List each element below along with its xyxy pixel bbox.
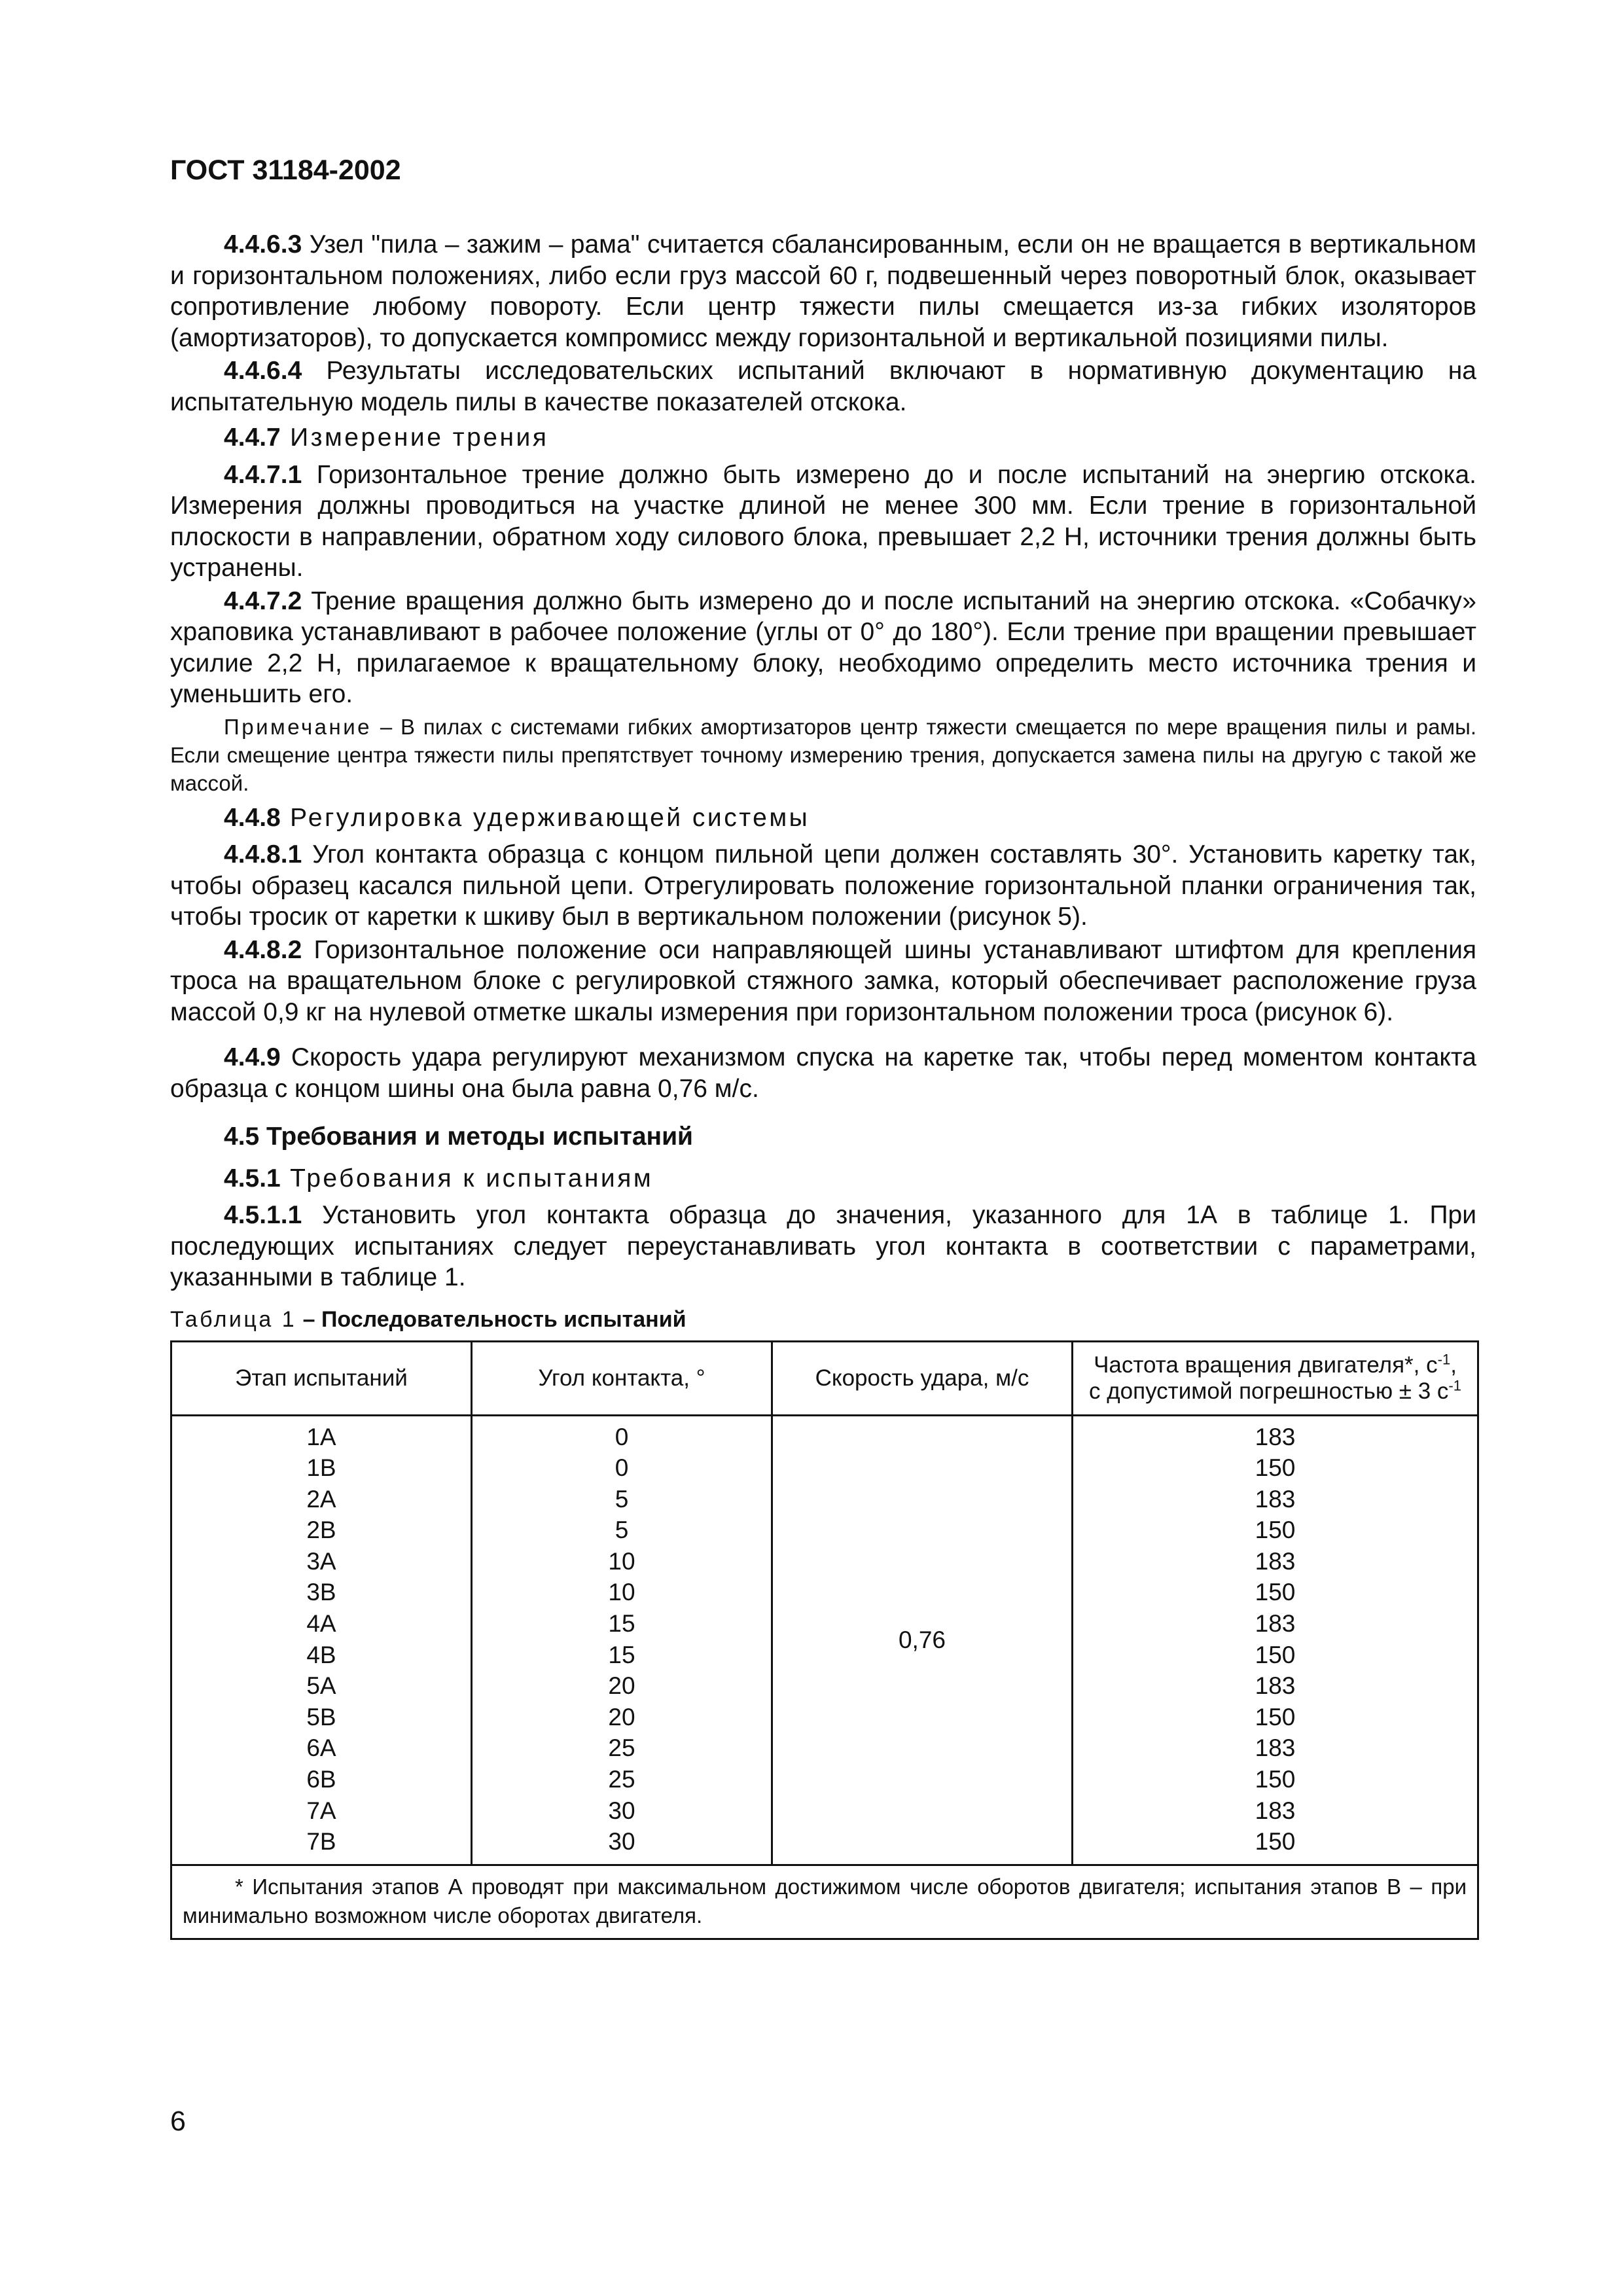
angle-column xyxy=(472,1415,772,1865)
angle-cell: 10 xyxy=(608,1547,635,1575)
angle-cell: 20 xyxy=(608,1703,635,1731)
angle-cell: 30 xyxy=(608,1797,635,1824)
stage-cell: 5B xyxy=(306,1703,336,1731)
angle-cell: 25 xyxy=(608,1766,635,1793)
frequency-cell: 183 xyxy=(1255,1547,1296,1575)
stage-cell: 4A xyxy=(306,1610,336,1638)
paragraph-4-4-6-3: 4.4.6.3 Узел "пила – зажим – рама" считается сбалансированным, если он не вращается в вертикальном и горизонтальном положениях, либо если груз массой 60 г, подвешенный через поворотный блок, оказывает сопротивление любому повороту. Если центр тяжести пилы смещается из-за гибких изоляторов (амортизаторов), то допускается компромисс между горизонтальной и вертикальной позициями пилы. xyxy=(170,230,1476,352)
section-heading-4-4-8: 4.4.8 Регулировка удерживающей системы xyxy=(224,803,810,832)
paragraph-4-5-1-1: 4.5.1.1 Установить угол контакта образца до значения, указанного для 1А в таблице 1. При последующих испытаниях следует переустанавливать угол контакта в соответствии с параметрами, указанными в таблице 1. xyxy=(170,1201,1476,1291)
table-caption: Таблица 1 – Последовательность испытаний xyxy=(170,1306,687,1332)
stage-cell: 3B xyxy=(306,1579,336,1606)
frequency-cell: 183 xyxy=(1255,1423,1296,1450)
angle-cell: 15 xyxy=(608,1641,635,1668)
angle-cell: 10 xyxy=(608,1579,635,1606)
angle-cell: 20 xyxy=(608,1672,635,1700)
stage-cell: 7A xyxy=(306,1797,336,1824)
paragraph-4-4-8-1: 4.4.8.1 Угол контакта образца с концом пильной цепи должен составлять 30°. Установить каретку так, чтобы образец касался пильной цепи. Отрегулировать положение горизонтальной планки ограничения так, чтобы тросик от каретки к шкиву был в вертикальном положении (рисунок 5). xyxy=(170,840,1476,931)
document-page xyxy=(170,152,1476,1940)
stage-cell: 6A xyxy=(306,1734,336,1762)
frequency-cell: 183 xyxy=(1255,1734,1296,1762)
angle-cell: 15 xyxy=(608,1610,635,1638)
frequency-column xyxy=(1073,1415,1478,1865)
speed-cell: 0,76 xyxy=(772,1415,1073,1865)
frequency-cell: 183 xyxy=(1255,1797,1296,1824)
stage-cell: 5A xyxy=(306,1672,336,1700)
header-stage: Этап испытаний xyxy=(171,1341,472,1415)
header-frequency: Частота вращения двигателя*, $с^{-1}$, с допустимой погрешностью ± 3 $с^{-1}$ xyxy=(1073,1341,1478,1415)
angle-cell: 30 xyxy=(608,1828,635,1856)
paragraph-4-4-8-2: 4.4.8.2 Горизонтальное положение оси направляющей шины устанавливают штифтом для крепления троса на вращательном блоке с регулировкой стяжного замка, который обеспечивает расположение груза массой 0,9 кг на нулевой отметке шкалы измерения при горизонтальном положении троса (рисунок 6). xyxy=(170,935,1476,1026)
stage-cell: 1B xyxy=(306,1454,336,1482)
note: Примечание – В пилах с системами гибких амортизаторов центр тяжести смещается по мере вращения пилы и рамы. Если смещение центра тяжести пилы препятствует точному измерению трения, допускается замена пилы на другую с такой же массой. xyxy=(170,714,1476,795)
frequency-cell: 150 xyxy=(1255,1766,1296,1793)
test-sequence-table xyxy=(170,1340,1479,1940)
angle-cell: 25 xyxy=(608,1734,635,1762)
stage-column xyxy=(171,1415,472,1865)
section-heading-4-5: 4.5 Требования и методы испытаний xyxy=(224,1122,694,1151)
page-number: 6 xyxy=(170,2106,186,2137)
angle-cell: 0 xyxy=(615,1454,629,1482)
stage-cell: 4B xyxy=(306,1641,336,1668)
frequency-cell: 183 xyxy=(1255,1672,1296,1700)
stage-cell: 1A xyxy=(306,1423,336,1450)
stage-cell: 2A xyxy=(306,1485,336,1513)
frequency-cell: 150 xyxy=(1255,1454,1296,1482)
paragraph-4-4-6-4: 4.4.6.4 Результаты исследовательских испытаний включают в нормативную документацию на испытательную модель пилы в качестве показателей отскока. xyxy=(170,357,1476,416)
document-header: ГОСТ 31184-2002 xyxy=(170,154,401,186)
header-angle: Угол контакта, ° xyxy=(472,1341,772,1415)
header-speed: Скорость удара, м/с xyxy=(772,1341,1073,1415)
frequency-cell: 150 xyxy=(1255,1516,1296,1544)
stage-cell: 2B xyxy=(306,1516,336,1544)
paragraph-4-4-9: 4.4.9 Скорость удара регулируют механизмом спуска на каретке так, чтобы перед моментом контакта образца с концом шины она была равна 0,76 м/с. xyxy=(170,1043,1476,1103)
frequency-cell: 150 xyxy=(1255,1579,1296,1606)
stage-cell: 3A xyxy=(306,1547,336,1575)
section-heading-4-5-1: 4.5.1 Требования к испытаниям xyxy=(224,1164,654,1193)
stage-cell: 7B xyxy=(306,1828,336,1856)
angle-cell: 5 xyxy=(615,1485,629,1513)
angle-cell: 5 xyxy=(615,1516,629,1544)
frequency-cell: 150 xyxy=(1255,1828,1296,1856)
stage-cell: 6B xyxy=(306,1766,336,1793)
frequency-cell: 150 xyxy=(1255,1641,1296,1668)
table-footnote: * Испытания этапов А проводят при максимальном достижимом числе оборотов двигателя; испытания этапов В – при минимально возможном числе оборотах двигателя. xyxy=(171,1865,1478,1939)
frequency-cell: 150 xyxy=(1255,1703,1296,1731)
frequency-cell: 183 xyxy=(1255,1485,1296,1513)
paragraph-4-4-7-1: 4.4.7.1 Горизонтальное трение должно быть измерено до и после испытаний на энергию отскока. Измерения должны проводиться на участке длиной не менее 300 мм. Если трение в горизонтальной плоскости в направлении, обратном ходу силового блока, превышает 2,2 Н, источники трения должны быть устранены. xyxy=(170,460,1476,582)
section-heading-4-4-7: 4.4.7 Измерение трения xyxy=(224,423,549,452)
paragraph-4-4-7-2: 4.4.7.2 Трение вращения должно быть измерено до и после испытаний на энергию отскока. «Собачку» храповика устанавливают в рабочее положение (углы от 0° до 180°). Если трение при вращении превышает усилие 2,2 Н, прилагаемое к вращательному блоку, необходимо определить место источника трения и уменьшить его. xyxy=(170,586,1476,708)
frequency-cell: 183 xyxy=(1255,1610,1296,1638)
angle-cell: 0 xyxy=(615,1423,629,1450)
